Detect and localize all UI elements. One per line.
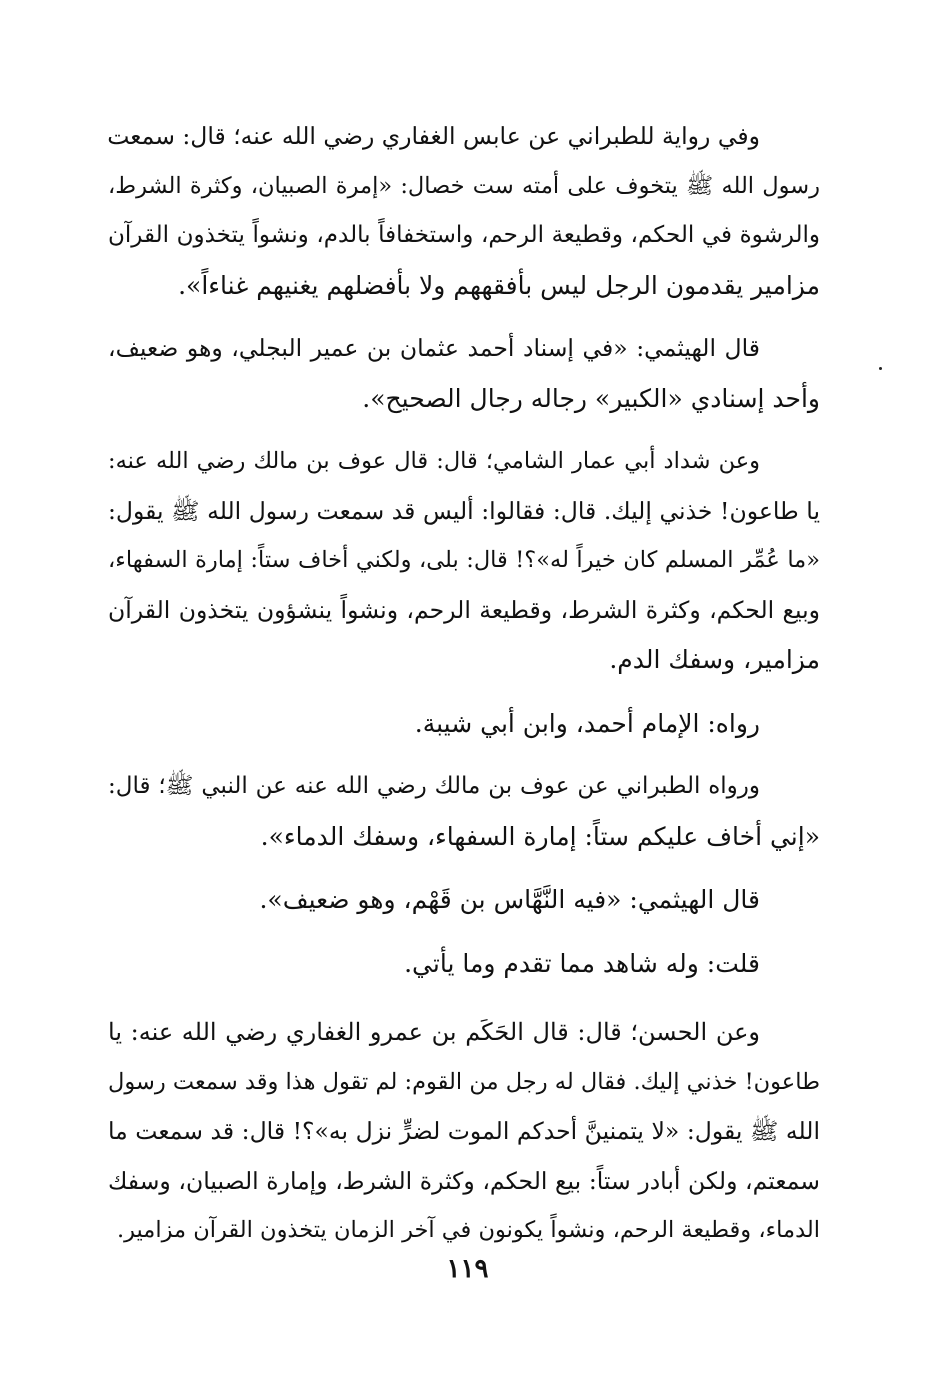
scan-speck bbox=[879, 367, 882, 370]
paragraph-shaddad bbox=[108, 437, 820, 685]
page-body bbox=[108, 112, 820, 1256]
paragraph-tabarani-abis bbox=[108, 112, 820, 310]
page-number: ١١٩ bbox=[446, 1254, 489, 1284]
text-line: وعن شداد أبي عمار الشامي؛ قال: قال عوف بن مالك رضي الله عنه: bbox=[108, 448, 760, 474]
text-line: مزامير، وسفك الدم. bbox=[609, 645, 820, 674]
paragraph-haythami-2 bbox=[108, 875, 820, 925]
text-line: وعن الحسن؛ قال: قال الحَكَم بن عمرو الغفاري رضي الله عنه: يا bbox=[108, 1018, 760, 1046]
text-line: قال الهيثمي: «فيه النَّهَّاس بن قَهْم، وهو ضعيف». bbox=[259, 885, 760, 914]
text-line: قال الهيثمي: «في إسناد أحمد عثمان بن عمير البجلي، وهو ضعيف، bbox=[108, 334, 760, 362]
text-line: «ما عُمِّر المسلم كان خيراً له»؟! قال: بلى، ولكني أخاف ستاً: إمارة السفهاء، bbox=[108, 547, 820, 573]
paragraph-tabarani-awf bbox=[108, 762, 820, 861]
text-line: سمعتم، ولكن أبادر ستاً: بيع الحكم، وكثرة الشرط، وإمارة الصبيان، وسفك bbox=[108, 1166, 820, 1195]
paragraph-riwayah bbox=[108, 699, 820, 749]
text-line: الله ﷺ يقول: «لا يتمنينَّ أحدكم الموت لضرٍّ نزل به»؟! قال: قد سمعت ما bbox=[108, 1117, 820, 1145]
text-line: وفي رواية للطبراني عن عابس الغفاري رضي الله عنه؛ قال: سمعت bbox=[107, 122, 760, 150]
paragraph-qultu bbox=[108, 939, 820, 989]
text-line: الدماء، وقطيعة الرحم، ونشواً يكونون في آخر الزمان يتخذون القرآن مزامير. bbox=[116, 1217, 820, 1243]
text-line: «إني أخاف عليكم ستاً: إمارة السفهاء، وسفك الدماء». bbox=[260, 821, 820, 851]
paragraph-haythami-1 bbox=[108, 324, 820, 423]
text-line: طاعون! خذني إليك. فقال له رجل من القوم: لم تقول هذا وقد سمعت رسول bbox=[108, 1068, 820, 1095]
text-line: قلت: وله شاهد مما تقدم وما يأتي. bbox=[404, 948, 760, 978]
text-line: والرشوة في الحكم، وقطيعة الرحم، واستخفافاً بالدم، ونشواً يتخذون القرآن bbox=[108, 222, 820, 248]
paragraph-hasan bbox=[108, 1008, 820, 1256]
text-line: يا طاعون! خذني إليك. قال: فقالوا: أليس قد سمعت رسول الله ﷺ يقول: bbox=[108, 496, 820, 525]
text-line: رسول الله ﷺ يتخوف على أمته ست خصال: «إمرة الصبيان، وكثرة الشرط، bbox=[108, 172, 820, 199]
text-line: رواه: الإمام أحمد، وابن أبي شيبة. bbox=[414, 708, 760, 738]
text-line: وأحد إسنادي «الكبير» رجاله رجال الصحيح». bbox=[362, 383, 820, 413]
text-line: مزامير يقدمون الرجل ليس بأفقههم ولا بأفضلهم يغنيهم غناءاً». bbox=[178, 270, 820, 300]
text-line: وبيع الحكم، وكثرة الشرط، وقطيعة الرحم، ونشواً ينشؤون يتخذون القرآن bbox=[108, 595, 820, 624]
text-line: ورواه الطبراني عن عوف بن مالك رضي الله عنه عن النبي ﷺ؛ قال: bbox=[108, 773, 760, 799]
